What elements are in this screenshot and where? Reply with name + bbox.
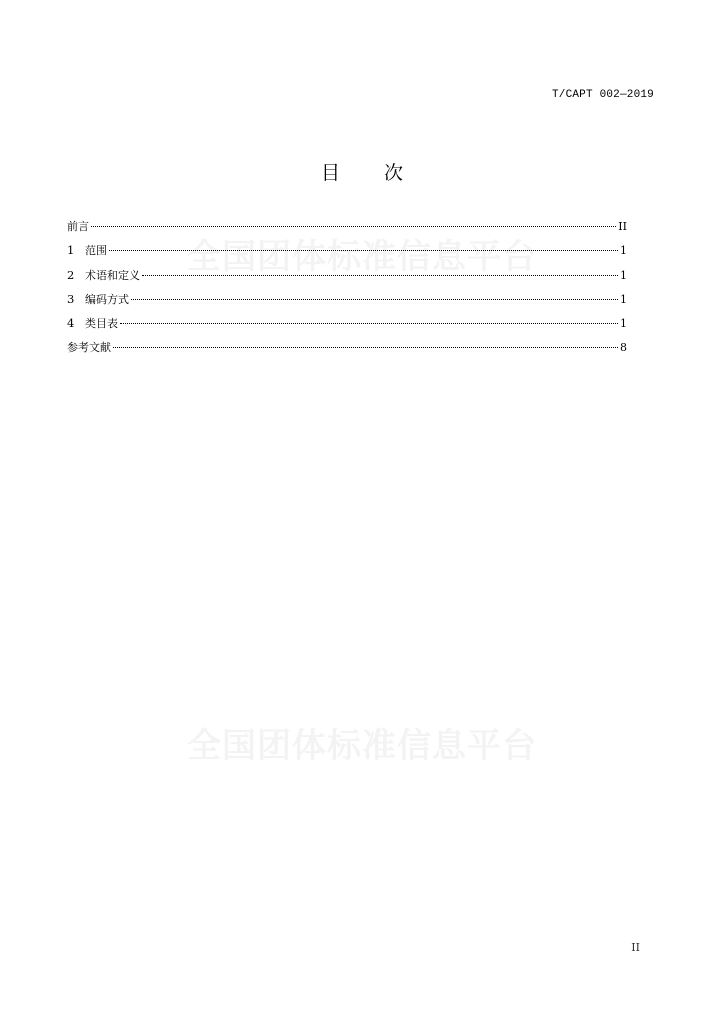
toc-entry-label: 前言 <box>67 220 89 233</box>
toc-entry-label: 参考文献 <box>67 341 111 355</box>
toc-entry-number: 4 <box>67 316 75 331</box>
toc-entry-references[interactable] <box>67 339 627 363</box>
toc-entry-scope[interactable] <box>67 242 627 266</box>
toc-entry-foreword[interactable] <box>67 218 627 242</box>
toc-entry-label: 类目表 <box>85 317 118 331</box>
toc-leader <box>113 347 618 348</box>
toc-leader <box>142 275 618 276</box>
table-of-contents <box>67 218 627 364</box>
toc-entry-number: 3 <box>67 291 75 306</box>
watermark-top: 全国团体标准信息平台 <box>187 237 537 277</box>
toc-entry-label: 范围 <box>85 244 107 258</box>
document-code: T/CAPT 002—2019 <box>551 89 654 101</box>
toc-entry-page: 1 <box>620 317 627 331</box>
toc-entry-page: 1 <box>620 268 627 282</box>
watermark-bottom: 全国团体标准信息平台 <box>187 726 537 766</box>
toc-entry-label: 编码方式 <box>85 292 129 306</box>
toc-entry-page: 1 <box>620 244 627 258</box>
toc-entry-page: 8 <box>620 341 627 355</box>
toc-leader <box>131 299 618 300</box>
toc-entry-page: II <box>618 220 627 233</box>
toc-entry-number: 1 <box>67 243 75 258</box>
page-number: II <box>631 941 640 954</box>
toc-leader <box>120 323 618 324</box>
toc-entry-coding[interactable] <box>67 291 627 315</box>
toc-entry-catalog[interactable] <box>67 315 627 339</box>
toc-entry-page: 1 <box>620 292 627 306</box>
toc-leader <box>109 250 618 251</box>
toc-leader <box>91 226 616 227</box>
page-title: 目 次 <box>320 162 404 184</box>
toc-entry-terms[interactable] <box>67 267 627 291</box>
toc-entry-number: 2 <box>67 267 75 282</box>
toc-entry-label: 术语和定义 <box>85 268 140 282</box>
